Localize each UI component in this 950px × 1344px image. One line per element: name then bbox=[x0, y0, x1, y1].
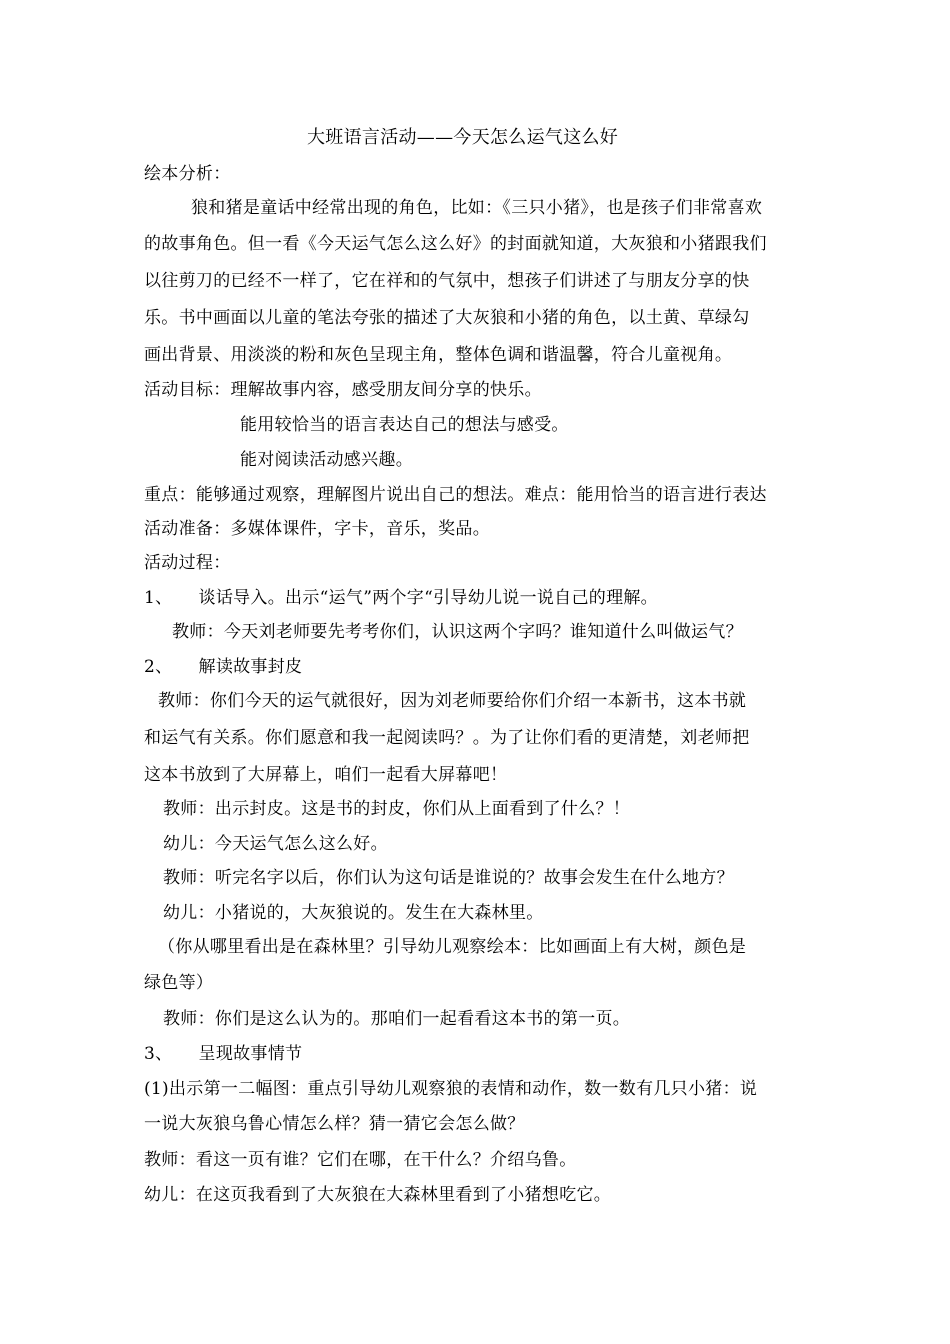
objectives-line: 能对阅读活动感兴趣。 bbox=[240, 450, 413, 470]
document-title: 大班语言活动——今天怎么运气这么好 bbox=[307, 127, 619, 148]
section-heading: 绘本分析： bbox=[144, 164, 231, 184]
objectives-line: 活动目标：理解故事内容，感受朋友间分享的快乐。 bbox=[144, 380, 542, 400]
paragraph-line: 狼和猪是童话中经常出现的角色，比如：《三只小猪》，也是孩子们非常喜欢 bbox=[191, 198, 763, 218]
note-line: （你从哪里看出是在森林里？引导幼儿观察绘本：比如画面上有大树，颜色是 bbox=[158, 937, 747, 957]
dialogue-line: 教师：出示封皮。这是书的封皮，你们从上面看到了什么？！ bbox=[163, 799, 631, 819]
dialogue-line: 幼儿：小猪说的，大灰狼说的。发生在大森林里。 bbox=[163, 903, 544, 923]
paragraph-line: 乐。书中画面以儿童的笔法夸张的描述了大灰狼和小猪的角色，以土黄、草绿勾 bbox=[144, 308, 750, 328]
dialogue-line: 教师：看这一页有谁？它们在哪，在干什么？介绍乌鲁。 bbox=[144, 1150, 577, 1170]
note-line: 绿色等） bbox=[144, 973, 214, 993]
dialogue-line: 幼儿：今天运气怎么这么好。 bbox=[163, 834, 388, 854]
objectives-line: 能用较恰当的语言表达自己的想法与感受。 bbox=[240, 415, 569, 435]
dialogue-line: 教师：听完名字以后，你们认为这句话是谁说的？故事会发生在什么地方？ bbox=[163, 868, 734, 888]
dialogue-line: 教师：今天刘老师要先考考你们，认识这两个字吗？谁知道什么叫做运气？ bbox=[172, 622, 743, 642]
step-heading: 2、 解读故事封皮 bbox=[144, 657, 303, 677]
dialogue-line: 幼儿：在这页我看到了大灰狼在大森林里看到了小猪想吃它。 bbox=[144, 1185, 612, 1205]
key-points-line: 重点：能够通过观察，理解图片说出自己的想法。难点：能用恰当的语言进行表达 bbox=[144, 485, 767, 505]
section-heading: 活动过程： bbox=[144, 553, 231, 573]
dialogue-line: 教师：你们今天的运气就很好，因为刘老师要给你们介绍一本新书，这本书就 bbox=[158, 691, 747, 711]
paragraph-line: 一说大灰狼乌鲁心情怎么样？猜一猜它会怎么做？ bbox=[144, 1114, 525, 1134]
dialogue-line: 和运气有关系。你们愿意和我一起阅读吗？。为了让你们看的更清楚，刘老师把 bbox=[144, 728, 750, 748]
paragraph-line: 的故事角色。但一看《今天运气怎么这么好》的封面就知道，大灰狼和小猪跟我们 bbox=[144, 234, 767, 254]
paragraph-line: (1)出示第一二幅图：重点引导幼儿观察狼的表情和动作，数一数有几只小猪：说 bbox=[144, 1079, 758, 1099]
paragraph-line: 画出背景、用淡淡的粉和灰色呈现主角，整体色调和谐温馨，符合儿童视角。 bbox=[144, 345, 733, 365]
paragraph-line: 以往剪刀的已经不一样了，它在祥和的气氛中，想孩子们讲述了与朋友分享的快 bbox=[144, 271, 750, 291]
step-heading: 1、 谈话导入。出示“运气”两个字“引导幼儿说一说自己的理解。 bbox=[144, 588, 658, 608]
step-heading: 3、 呈现故事情节 bbox=[144, 1044, 303, 1064]
dialogue-line: 教师：你们是这么认为的。那咱们一起看看这本书的第一页。 bbox=[163, 1009, 631, 1029]
dialogue-line: 这本书放到了大屏幕上，咱们一起看大屏幕吧！ bbox=[144, 765, 508, 785]
preparation-line: 活动准备：多媒体课件，字卡，音乐，奖品。 bbox=[144, 519, 490, 539]
